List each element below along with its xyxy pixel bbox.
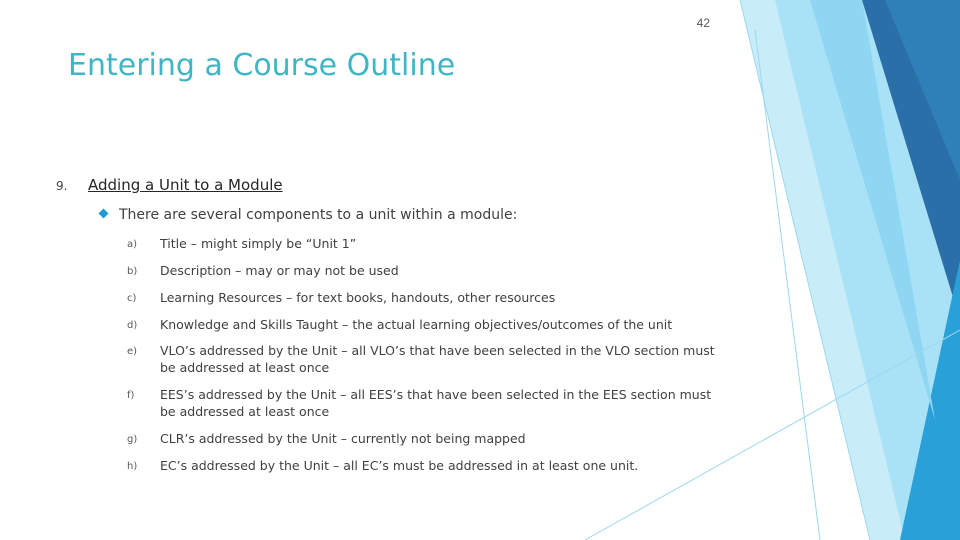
section-number: 9.: [56, 179, 68, 193]
list-item-label: c): [127, 293, 137, 304]
intro-bullet: [100, 207, 517, 223]
section-heading-row: [56, 176, 283, 194]
list-item-text: Knowledge and Skills Taught – the actual learning objectives/outcomes of the unit: [160, 317, 673, 332]
list-item-text: EC’s addressed by the Unit – all EC’s must be addressed in at least one unit.: [160, 458, 639, 473]
list-item-label: g): [127, 434, 138, 445]
list-item-label: b): [127, 266, 138, 277]
list-item-label: a): [127, 239, 138, 250]
list-item-label: e): [127, 346, 138, 357]
list-item-text: VLO’s addressed by the Unit – all VLO’s that have been selected in the VLO section must be addressed at least once: [160, 343, 715, 375]
list-item-text: Description – may or may not be used: [160, 263, 399, 278]
list-item-label: d): [127, 320, 138, 331]
slide-title: Entering a Course Outline: [68, 48, 456, 83]
list-item-label: h): [127, 461, 138, 472]
list-item-text: EES’s addressed by the Unit – all EES’s that have been selected in the EES section must be addressed at least once: [160, 387, 712, 419]
list-item-text: Learning Resources – for text books, handouts, other resources: [160, 290, 556, 305]
slide-number: 42: [696, 16, 710, 30]
diamond-bullet-icon: [99, 209, 109, 219]
list-item-text: Title – might simply be “Unit 1”: [160, 236, 357, 251]
list-item-label: f): [127, 390, 135, 401]
section-heading: Adding a Unit to a Module: [88, 176, 283, 194]
list-item-text: CLR’s addressed by the Unit – currently not being mapped: [160, 431, 526, 446]
intro-bullet-text: There are several components to a unit within a module:: [119, 207, 518, 223]
